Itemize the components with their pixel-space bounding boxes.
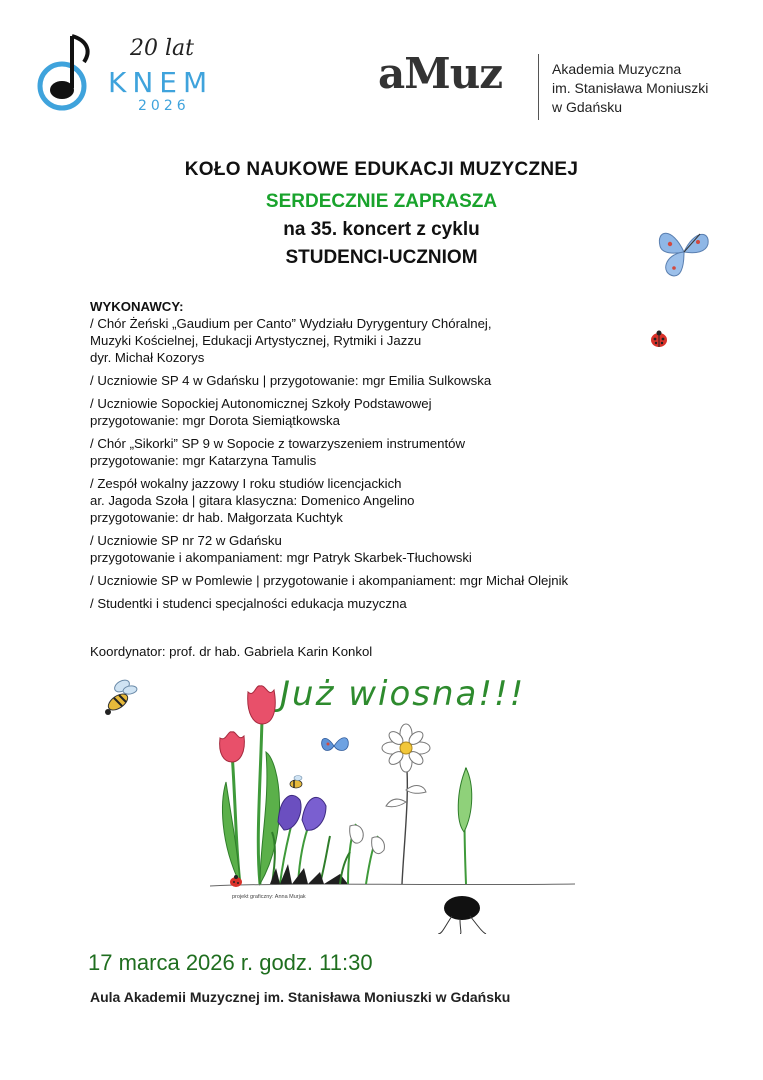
performer-entry [90,572,650,589]
performer-line: / Chór „Sikorki” SP 9 w Sopocie z towarzyszeniem instrumentów [90,436,465,451]
performers-label: WYKONAWCY: [90,299,184,314]
logo-divider [538,54,539,120]
invitation-text: SERDECZNIE ZAPRASZA [265,191,498,212]
butterfly-icon [654,224,714,280]
knem-name: KNEM [108,66,214,99]
performer-line: / Uczniowie SP nr 72 w Gdańsku [90,533,282,548]
performer-line: przygotowanie i akompaniament: mgr Patryk Skarbek-Tłuchowski [90,550,472,565]
knem-logo [30,26,240,118]
performer-entry [90,435,650,469]
performer-line: / Chór Żeński „Gaudium per Canto” Wydziału Dyrygentury Chóralnej, [90,316,492,331]
knem-year: 2026 [138,98,190,114]
ladybug-icon [648,328,670,350]
performer-entry [90,475,650,526]
performer-line: przygotowanie: mgr Dorota Siemiątkowska [90,413,340,428]
performer-line: / Uczniowie SP w Pomlewie | przygotowanie i akompaniament: mgr Michał Olejnik [90,573,569,588]
performer-line: Muzyki Kościelnej, Edukacji Artystycznej, Rytmiki i Jazzu [90,333,422,348]
performer-line: / Uczniowie SP 4 w Gdańsku | przygotowanie: mgr Emilia Sulkowska [90,373,492,388]
series-name: STUDENCI-UCZNIOM [285,247,478,268]
event-venue: Aula Akademii Muzycznej im. Stanisława Moniuszki w Gdańsku [90,989,511,1005]
bee-icon [100,676,144,720]
coordinator: Koordynator: prof. dr hab. Gabriela Karin Konkol [90,644,373,659]
knem-anniversary: 20 lat [130,36,194,61]
performer-entry [90,372,650,389]
performer-entry [90,395,650,429]
performer-line: ar. Jagoda Szoła | gitara klasyczna: Domenico Angelino [90,493,415,508]
event-date: 17 marca 2026 r. godz. 11:30 [88,950,373,975]
academy-name [552,60,708,117]
performer-line: przygotowanie: dr hab. Małgorzata Kuchtyk [90,510,343,525]
illustration-title: Już wiosna!!! [280,674,526,714]
performer-line: dyr. Michał Kozorys [90,350,205,365]
academy-name-line: im. Stanisława Moniuszki [552,80,709,96]
performer-line: / Uczniowie Sopockiej Autonomicznej Szkoły Podstawowej [90,396,432,411]
amuz-logo [378,49,748,124]
concert-number: na 35. koncert z cyklu [283,219,480,240]
page-title: KOŁO NAUKOWE EDUKACJI MUZYCZNEJ [184,159,579,180]
performer-line: przygotowanie: mgr Katarzyna Tamulis [90,453,317,468]
performer-line: / Studentki i studenci specjalności edukacja muzyczna [90,596,407,611]
performer-entry [90,315,650,366]
designer-credit: projekt graficzny: Anna Murjak [232,894,306,900]
performer-entry [90,595,650,612]
performer-line: / Zespół wokalny jazzowy I roku studiów licencjackich [90,476,402,491]
amuz-wordmark: aMuz [378,49,503,98]
performers-list [90,298,650,618]
music-note-logo-icon [34,28,96,118]
academy-name-line: w Gdańsku [552,99,623,115]
academy-name-line: Akademia Muzyczna [552,61,682,77]
spring-illustration [180,672,600,934]
performer-entry [90,532,650,566]
